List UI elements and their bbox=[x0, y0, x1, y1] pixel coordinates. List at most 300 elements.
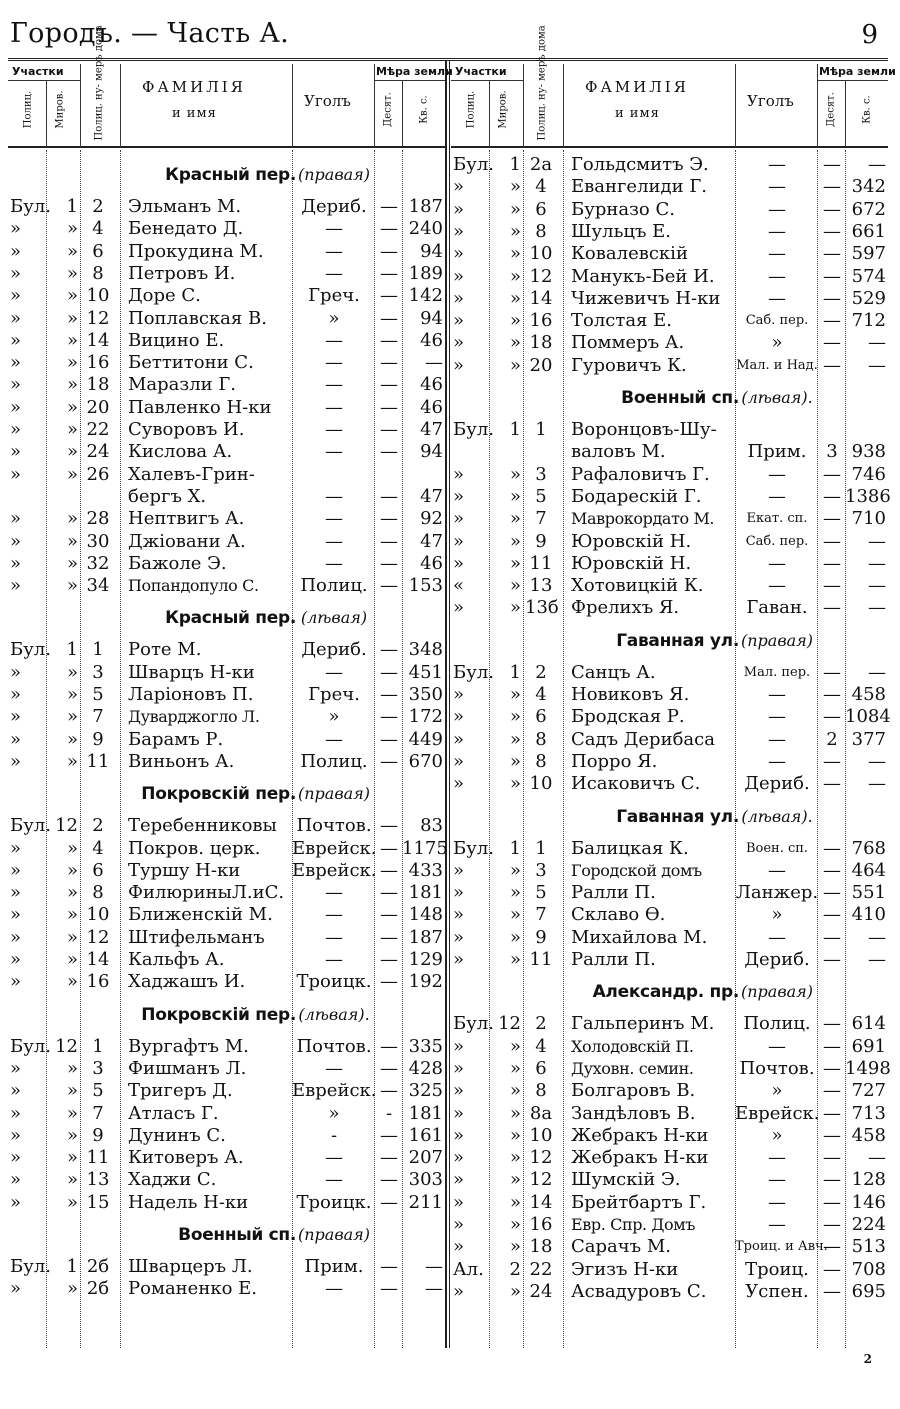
cell-house-number: 3 bbox=[92, 661, 104, 683]
cell-owner-name: Ралли П. bbox=[571, 949, 656, 970]
cell-sq-sazhen: — bbox=[868, 530, 886, 552]
cell-district: » bbox=[10, 837, 22, 859]
cell-sq-sazhen: 449 bbox=[408, 728, 443, 750]
table-row bbox=[8, 1125, 445, 1147]
cell-house-number: 12 bbox=[529, 265, 553, 287]
cell-corner: Еврейск. bbox=[292, 837, 377, 859]
cell-mirovoy: 1 bbox=[66, 1256, 78, 1277]
cell-mirovoy: » bbox=[509, 728, 521, 750]
cell-mirovoy: » bbox=[66, 706, 78, 728]
cell-corner: — bbox=[768, 176, 786, 198]
street-name: Александр. пр. bbox=[592, 982, 739, 1003]
cell-owner-name: Ралли П. bbox=[571, 882, 656, 904]
cell-sq-sazhen: 529 bbox=[851, 287, 886, 309]
cell-mirovoy: » bbox=[66, 419, 78, 440]
header-house-number: Полиц. ну- меръ дома bbox=[93, 25, 105, 141]
cell-house-number: 4 bbox=[535, 1035, 547, 1057]
cell-district: » bbox=[453, 773, 465, 795]
cell-owner-name: Шульцъ Е. bbox=[571, 220, 671, 242]
cell-corner: » bbox=[771, 1124, 783, 1146]
cell-district: » bbox=[10, 262, 22, 284]
cell-sq-sazhen: 1084 bbox=[845, 706, 891, 728]
cell-mirovoy: » bbox=[66, 1169, 78, 1191]
cell-owner-name: Шварцъ Н-ки bbox=[128, 661, 255, 683]
table-row bbox=[8, 971, 445, 993]
cell-desyatiny: — bbox=[823, 1169, 841, 1191]
header-divider bbox=[46, 80, 47, 148]
cell-owner-name: Духовн. семин. bbox=[571, 1058, 694, 1078]
cell-district: » bbox=[453, 1147, 465, 1169]
header-divider bbox=[374, 64, 375, 148]
cell-sq-sazhen: 240 bbox=[408, 218, 443, 240]
cell-district: Бул. bbox=[10, 815, 51, 837]
cell-sq-sazhen: 211 bbox=[408, 1191, 443, 1213]
cell-desyatiny: — bbox=[823, 1035, 841, 1057]
cell-district: » bbox=[453, 1191, 465, 1213]
cell-corner: Полиц. bbox=[743, 1013, 811, 1035]
cell-owner-name: Асвадуровъ С. bbox=[571, 1280, 707, 1302]
cell-desyatiny: — bbox=[823, 1013, 841, 1035]
street-side: (лѣвая) bbox=[300, 608, 368, 628]
table-row bbox=[451, 575, 888, 597]
cell-sq-sazhen: 146 bbox=[851, 1191, 886, 1213]
cell-district: » bbox=[10, 728, 22, 750]
cell-sq-sazhen: 1175 bbox=[402, 837, 448, 859]
cell-district: Бул. bbox=[10, 1256, 51, 1277]
cell-district: » bbox=[10, 396, 22, 418]
cell-desyatiny: — bbox=[380, 396, 398, 418]
cell-house-number: 16 bbox=[86, 971, 110, 993]
table-row bbox=[8, 684, 445, 706]
header-house-number: Полиц. ну- меръ дома bbox=[536, 25, 548, 141]
cell-house-number: 1 bbox=[535, 837, 547, 859]
cell-sq-sazhen: 187 bbox=[408, 926, 443, 948]
cell-desyatiny: — bbox=[380, 684, 398, 705]
cell-owner-name: Джiовани А. bbox=[128, 530, 246, 552]
cell-sq-sazhen: 712 bbox=[851, 310, 886, 332]
cell-district: » bbox=[10, 949, 22, 970]
cell-sq-sazhen: 464 bbox=[851, 859, 886, 881]
cell-sq-sazhen: 938 bbox=[851, 441, 886, 463]
cell-owner-name: Покров. церк. bbox=[128, 837, 261, 859]
cell-owner-name: Суворовъ И. bbox=[128, 419, 245, 440]
cell-district: » bbox=[453, 597, 465, 619]
cell-mirovoy: » bbox=[66, 575, 78, 597]
cell-district: » bbox=[453, 1280, 465, 1302]
cell-sq-sazhen: 161 bbox=[408, 1124, 443, 1146]
cell-sq-sazhen: 148 bbox=[408, 904, 443, 926]
cell-desyatiny: 2 bbox=[826, 728, 838, 750]
cell-corner: Успен. bbox=[745, 1280, 809, 1302]
cell-house-number: 34 bbox=[86, 575, 110, 597]
cell-owner-name: Гуровичъ К. bbox=[571, 354, 687, 376]
cell-house-number: 12 bbox=[529, 1169, 553, 1191]
cell-corner: — bbox=[768, 575, 786, 597]
cell-house-number: 15 bbox=[86, 1191, 110, 1213]
cell-desyatiny: — bbox=[823, 1236, 841, 1258]
street-side: (правая) bbox=[297, 784, 370, 804]
cell-sq-sazhen: 181 bbox=[408, 1102, 443, 1124]
cell-house-number: 14 bbox=[86, 329, 110, 351]
cell-district: » bbox=[10, 750, 22, 772]
cell-corner: » bbox=[328, 706, 340, 728]
cell-house-number: 10 bbox=[86, 904, 110, 926]
table-row bbox=[451, 1036, 888, 1058]
cell-desyatiny: — bbox=[823, 552, 841, 574]
cell-mirovoy: » bbox=[66, 285, 78, 307]
header-imya: и имя bbox=[172, 106, 217, 121]
cell-owner-name: Павленко Н-ки bbox=[128, 396, 272, 418]
cell-house-number: 28 bbox=[86, 508, 110, 530]
cell-corner: — bbox=[325, 262, 343, 284]
cell-district: » bbox=[453, 220, 465, 242]
cell-district: » bbox=[453, 728, 465, 750]
cell-mirovoy: » bbox=[66, 661, 78, 683]
street-heading bbox=[8, 783, 445, 805]
cell-corner: — bbox=[325, 661, 343, 683]
cell-desyatiny: — bbox=[380, 285, 398, 307]
cell-corner: Гаван. bbox=[746, 597, 808, 619]
cell-district: » bbox=[10, 285, 22, 307]
cell-house-number: 13б bbox=[525, 597, 559, 619]
cell-mirovoy: » bbox=[66, 904, 78, 926]
cell-district: » bbox=[453, 243, 465, 265]
cell-district: » bbox=[10, 530, 22, 552]
table-row bbox=[451, 773, 888, 795]
cell-sq-sazhen: 335 bbox=[408, 1035, 443, 1057]
table-row bbox=[8, 837, 448, 860]
cell-mirovoy: » bbox=[66, 441, 78, 463]
header-politseisk: Полиц. bbox=[22, 90, 34, 129]
cell-district: » bbox=[10, 1124, 22, 1146]
cell-sq-sazhen: 670 bbox=[408, 750, 443, 772]
cell-desyatiny: — bbox=[380, 661, 398, 683]
cell-house-number: 11 bbox=[529, 552, 553, 574]
cell-district: » bbox=[10, 661, 22, 683]
cell-corner: Еврейск. bbox=[735, 1102, 820, 1124]
table-row bbox=[451, 1169, 888, 1191]
cell-corner: Греч. bbox=[308, 684, 360, 705]
cell-sq-sazhen: 695 bbox=[851, 1280, 886, 1302]
cell-corner: — bbox=[768, 198, 786, 220]
cell-district: » bbox=[10, 882, 22, 904]
cell-corner: Дериб. bbox=[301, 196, 367, 217]
cell-corner: — bbox=[768, 287, 786, 309]
cell-corner: - bbox=[330, 1124, 338, 1146]
cell-house-number: 32 bbox=[86, 552, 110, 574]
street-side: (правая) bbox=[740, 630, 813, 650]
cell-house-number: 12 bbox=[529, 1147, 553, 1169]
cell-owner-name: Воронцовъ-Шу- bbox=[571, 419, 717, 440]
cell-desyatiny: — bbox=[380, 639, 398, 661]
cell-owner-name: Ближенскiй М. bbox=[128, 904, 273, 926]
cell-house-number: 4 bbox=[535, 684, 547, 705]
header-uchastki: Участки bbox=[12, 65, 64, 78]
cell-house-number: 2 bbox=[535, 661, 547, 683]
header-mirov: Миров. bbox=[54, 90, 66, 129]
table-row bbox=[8, 706, 445, 728]
cell-desyatiny: — bbox=[823, 530, 841, 552]
cell-owner-name: Брейтбартъ Г. bbox=[571, 1191, 707, 1213]
header-mirov: Миров. bbox=[497, 90, 509, 129]
header-rule bbox=[8, 80, 80, 81]
cell-desyatiny: — bbox=[380, 750, 398, 772]
header-divider bbox=[80, 64, 81, 148]
cell-corner: » bbox=[328, 1102, 340, 1124]
cell-sq-sazhen: 1498 bbox=[845, 1057, 891, 1079]
cell-desyatiny: — bbox=[380, 882, 398, 904]
table-row bbox=[8, 575, 445, 597]
cell-desyatiny: — bbox=[380, 374, 398, 396]
cell-owner-name: Туршу Н-ки bbox=[128, 859, 241, 881]
cell-sq-sazhen: 128 bbox=[851, 1169, 886, 1191]
table-row bbox=[451, 1236, 888, 1258]
cell-house-number: 18 bbox=[529, 1236, 553, 1258]
table-row bbox=[8, 860, 445, 882]
cell-desyatiny: — bbox=[380, 352, 398, 374]
cell-owner-name: Прокудина М. bbox=[128, 240, 264, 262]
cell-owner-name: Попандопуло С. bbox=[128, 576, 259, 596]
cell-district: » bbox=[10, 575, 22, 597]
cell-house-number: 8 bbox=[535, 750, 547, 772]
cell-district: » bbox=[453, 1124, 465, 1146]
table-row bbox=[8, 464, 445, 486]
cell-corner: — bbox=[768, 1035, 786, 1057]
cell-mirovoy: » bbox=[509, 1214, 521, 1235]
cell-desyatiny: — bbox=[823, 661, 841, 683]
cell-owner-name: Жебракъ Н-ки bbox=[571, 1124, 709, 1146]
cell-mirovoy: » bbox=[509, 926, 521, 948]
header-ugol: Уголъ bbox=[747, 92, 794, 110]
cell-owner-name: Шумскiй Э. bbox=[571, 1169, 681, 1191]
cell-desyatiny: — bbox=[380, 240, 398, 262]
cell-house-number: 20 bbox=[86, 396, 110, 418]
cell-owner-name: Шварцеръ Л. bbox=[128, 1256, 253, 1277]
table-row bbox=[8, 1278, 445, 1300]
cell-sq-sazhen: 691 bbox=[851, 1035, 886, 1057]
table-row bbox=[451, 266, 888, 288]
cell-mirovoy: » bbox=[509, 1280, 521, 1302]
cell-district: » bbox=[453, 1214, 465, 1235]
cell-district: Бул. bbox=[10, 639, 51, 661]
cell-mirovoy: » bbox=[509, 1147, 521, 1169]
cell-district: Бул. bbox=[10, 1035, 51, 1057]
cell-district: Бул. bbox=[453, 837, 494, 859]
cell-district: » bbox=[453, 508, 465, 530]
table-row bbox=[8, 1058, 445, 1080]
cell-owner-name: Фишманъ Л. bbox=[128, 1057, 247, 1079]
cell-sq-sazhen: 350 bbox=[408, 684, 443, 705]
table-row bbox=[451, 355, 888, 377]
cell-house-number: 30 bbox=[86, 530, 110, 552]
cell-mirovoy: » bbox=[509, 198, 521, 220]
cell-sq-sazhen: 47 bbox=[420, 485, 443, 507]
cell-desyatiny: — bbox=[380, 575, 398, 597]
cell-mirovoy: » bbox=[66, 352, 78, 374]
cell-district: » bbox=[10, 926, 22, 948]
header-familiya: ФАМИЛIЯ bbox=[142, 78, 246, 96]
cell-house-number: 6 bbox=[535, 1057, 547, 1079]
table-row bbox=[451, 838, 888, 860]
table-row bbox=[8, 1036, 445, 1058]
cell-district: » bbox=[453, 530, 465, 552]
header-divider bbox=[563, 64, 564, 148]
cell-owner-name: Юровскiй Н. bbox=[571, 530, 692, 552]
table-row bbox=[8, 1080, 445, 1102]
cell-corner: Полиц. bbox=[300, 575, 368, 597]
cell-mirovoy: » bbox=[509, 1080, 521, 1102]
table-row bbox=[451, 882, 888, 904]
street-heading bbox=[451, 806, 888, 828]
cell-owner-name: Гольдсмитъ Э. bbox=[571, 154, 709, 175]
header-divider bbox=[523, 64, 524, 148]
cell-house-number: 3 bbox=[535, 859, 547, 881]
cell-owner-name: Городской домъ bbox=[571, 860, 702, 880]
cell-district: » bbox=[453, 750, 465, 772]
cell-house-number: 10 bbox=[529, 1124, 553, 1146]
table-row bbox=[8, 352, 445, 374]
cell-corner: — bbox=[768, 243, 786, 265]
cell-district: » bbox=[10, 552, 22, 574]
cell-owner-name: Новиковъ Я. bbox=[571, 684, 690, 705]
cell-corner: Екат. сп. bbox=[746, 511, 808, 527]
cell-district: » bbox=[10, 307, 22, 329]
cell-sq-sazhen: 1386 bbox=[845, 485, 891, 507]
cell-district: » bbox=[453, 859, 465, 881]
table-row bbox=[8, 285, 445, 307]
cell-house-number: 14 bbox=[529, 1191, 553, 1213]
cell-sq-sazhen: 410 bbox=[851, 904, 886, 926]
cell-sq-sazhen: 47 bbox=[420, 419, 443, 440]
cell-district: » bbox=[453, 904, 465, 926]
table-row bbox=[8, 218, 445, 240]
cell-corner: — bbox=[768, 265, 786, 287]
cell-mirovoy: 1 bbox=[509, 154, 521, 175]
cell-mirovoy: » bbox=[509, 287, 521, 309]
cell-owner-name: Штифельманъ bbox=[128, 926, 265, 948]
cell-owner-name: Хаджашъ И. bbox=[128, 971, 246, 993]
cell-corner: — bbox=[325, 441, 343, 463]
cell-corner: — bbox=[325, 352, 343, 374]
cell-sq-sazhen: 727 bbox=[851, 1080, 886, 1102]
cell-sq-sazhen: 46 bbox=[420, 552, 443, 574]
cell-house-number: 11 bbox=[529, 949, 553, 970]
cell-sq-sazhen: 377 bbox=[851, 728, 886, 750]
street-heading bbox=[8, 607, 445, 629]
cell-district: » bbox=[10, 1169, 22, 1191]
cell-corner: Воен. сп. bbox=[745, 840, 809, 856]
cell-house-number: 1 bbox=[535, 419, 547, 440]
cell-house-number: 10 bbox=[529, 773, 553, 795]
cell-desyatiny: — bbox=[380, 1080, 398, 1102]
cell-house-number: 8 bbox=[92, 262, 104, 284]
cell-house-number: 20 bbox=[529, 354, 553, 376]
cell-owner-name: Гальперинъ М. bbox=[571, 1013, 715, 1035]
cell-house-number: 18 bbox=[529, 332, 553, 354]
table-row bbox=[8, 662, 445, 684]
right-column bbox=[451, 25, 896, 1348]
table-header-right bbox=[451, 25, 896, 148]
cell-sq-sazhen: — bbox=[868, 661, 886, 683]
cell-owner-name: Беттитони С. bbox=[128, 352, 254, 374]
cell-mirovoy: » bbox=[509, 904, 521, 926]
cell-house-number: 8 bbox=[535, 220, 547, 242]
cell-mirovoy: » bbox=[66, 552, 78, 574]
cell-sq-sazhen: 458 bbox=[851, 684, 886, 705]
cell-mirovoy: 1 bbox=[509, 837, 521, 859]
cell-mirovoy: » bbox=[66, 837, 78, 859]
cell-desyatiny: — bbox=[380, 1256, 398, 1277]
cell-desyatiny: — bbox=[380, 1169, 398, 1191]
cell-mirovoy: 1 bbox=[66, 196, 78, 217]
table-row bbox=[451, 949, 888, 971]
cell-corner: Греч. bbox=[308, 285, 360, 307]
cell-desyatiny: — bbox=[823, 198, 841, 220]
table-row bbox=[8, 374, 445, 396]
cell-house-number: 6 bbox=[535, 198, 547, 220]
cell-mirovoy: » bbox=[509, 684, 521, 705]
cell-house-number: 12 bbox=[86, 307, 110, 329]
cell-sq-sazhen: 142 bbox=[408, 285, 443, 307]
cell-district: » bbox=[453, 926, 465, 948]
cell-corner: — bbox=[325, 552, 343, 574]
cell-owner-name: Михайлова М. bbox=[571, 926, 708, 948]
cell-owner-name: Зандѣловъ В. bbox=[571, 1102, 696, 1124]
cell-owner-name: Нептвигъ А. bbox=[128, 508, 245, 530]
street-heading bbox=[8, 1004, 445, 1026]
cell-corner: — bbox=[325, 508, 343, 530]
table-row bbox=[451, 684, 888, 706]
cell-mirovoy: » bbox=[66, 240, 78, 262]
cell-house-number: 16 bbox=[86, 352, 110, 374]
cell-desyatiny: — bbox=[823, 1102, 841, 1124]
cell-mirovoy: » bbox=[509, 1236, 521, 1258]
cell-desyatiny: — bbox=[380, 552, 398, 574]
cell-district: » bbox=[10, 508, 22, 530]
cell-sq-sazhen: — bbox=[425, 352, 443, 374]
cell-house-number: 8 bbox=[92, 882, 104, 904]
cell-corner: — bbox=[325, 396, 343, 418]
cell-desyatiny: — bbox=[823, 575, 841, 597]
street-name: Покровскiй пер. bbox=[141, 784, 296, 805]
table-row bbox=[451, 1192, 888, 1214]
cell-owner-name: бергъ Х. bbox=[128, 485, 207, 507]
cell-mirovoy: » bbox=[509, 1124, 521, 1146]
cell-mirovoy: » bbox=[509, 859, 521, 881]
cell-owner-name: Эгизъ Н-ки bbox=[571, 1258, 679, 1280]
cell-house-number: 13 bbox=[529, 575, 553, 597]
cell-district: » bbox=[453, 684, 465, 705]
cell-desyatiny: - bbox=[385, 1102, 393, 1124]
cell-house-number: 12 bbox=[86, 926, 110, 948]
cell-owner-name: Исаковичъ С. bbox=[571, 773, 701, 795]
cell-corner: — bbox=[768, 1214, 786, 1235]
cell-corner: — bbox=[768, 220, 786, 242]
cell-owner-name: Романенко Е. bbox=[128, 1278, 257, 1300]
cell-mirovoy: 1 bbox=[66, 639, 78, 661]
cell-desyatiny: — bbox=[380, 262, 398, 284]
table-row bbox=[451, 1103, 888, 1125]
cell-corner: Саб. пер. bbox=[745, 313, 809, 329]
cell-sq-sazhen: 192 bbox=[408, 971, 443, 993]
cell-house-number: 26 bbox=[86, 463, 110, 485]
cell-mirovoy: » bbox=[66, 1191, 78, 1213]
cell-owner-name: Бажоле Э. bbox=[128, 552, 227, 574]
cell-owner-name: Манукъ-Бей И. bbox=[571, 265, 715, 287]
cell-mirovoy: 12 bbox=[55, 1035, 78, 1057]
cell-mirovoy: » bbox=[66, 859, 78, 881]
cell-district: » bbox=[453, 1169, 465, 1191]
